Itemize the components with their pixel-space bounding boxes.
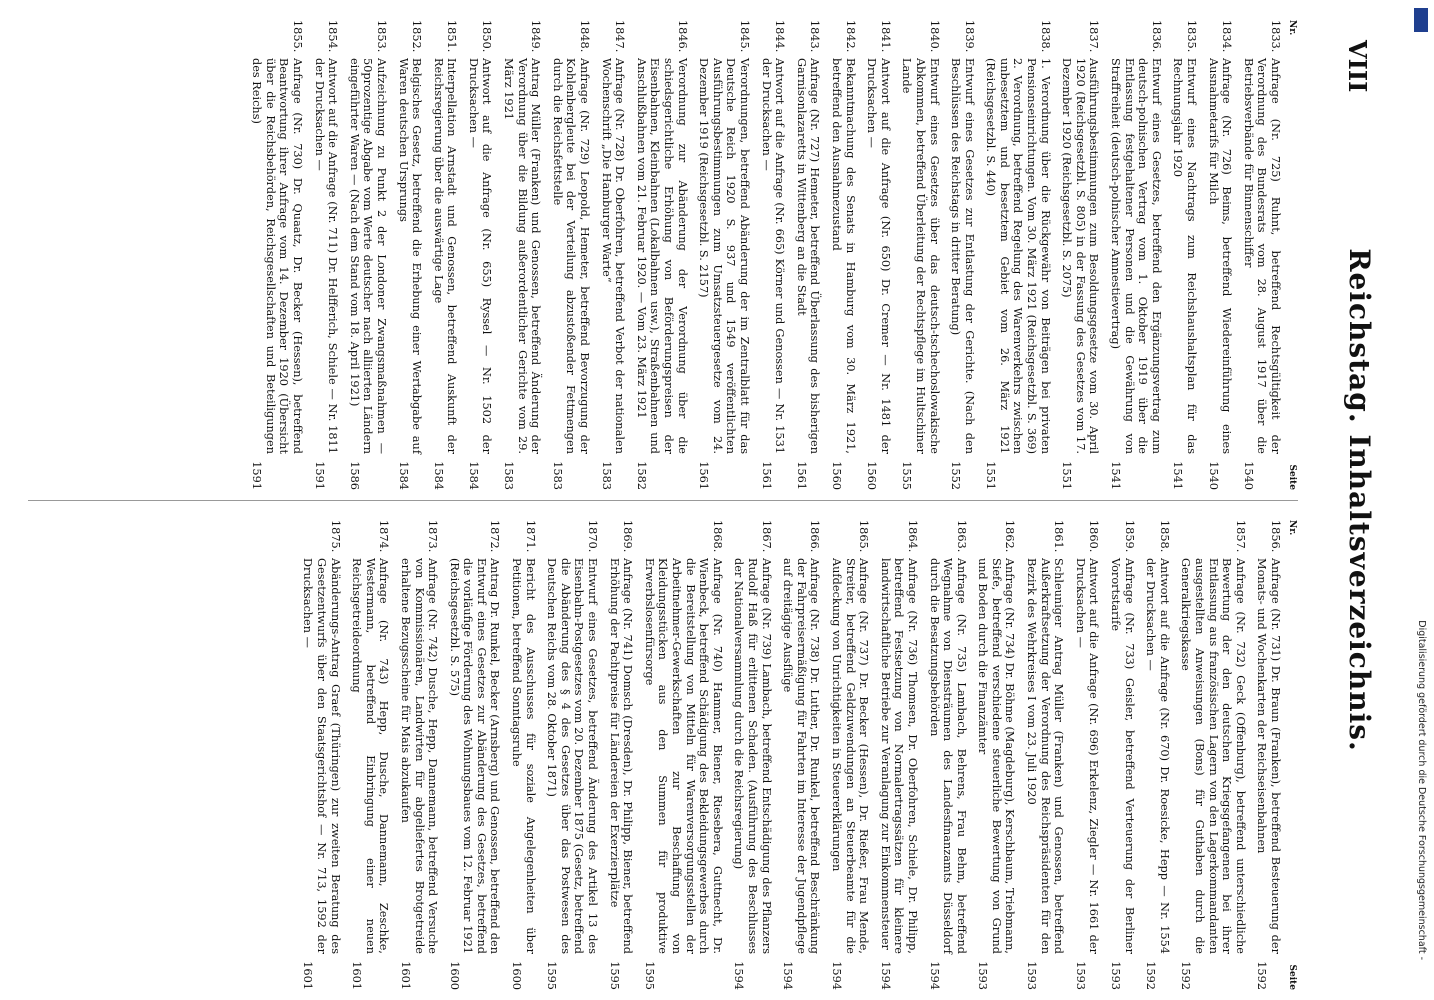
- entry-number: 1867.: [759, 520, 773, 553]
- entry-number: 1874.: [377, 520, 391, 553]
- toc-entry: [1060, 20, 1101, 490]
- toc-entry: [431, 20, 458, 490]
- entry-title: Verordnung zur Abänderung der Verordnung über die schiedsgerichtliche Erhöhung von Beförderungspreisen der Eisenbahnen, Kleinbahnen (Lokalbahnen usw.), Straßenbahnen und Anschlußbahnen vom 21. Februar 1920. — Vom 23. März 1921: [634, 58, 689, 454]
- entry-page: 1592: [1179, 961, 1193, 990]
- entry-page: 1540: [1206, 461, 1220, 490]
- entry-number: 1834.: [1220, 20, 1234, 53]
- credit-text: Digitalisierung gefördert durch die Deutsche Forschungsgemeinschaft -: [1416, 620, 1427, 960]
- entry-number: 1857.: [1233, 520, 1247, 553]
- entry-number: 1864.: [905, 520, 919, 553]
- entry-page: 1560: [829, 461, 843, 490]
- entry-number: 1839.: [962, 20, 976, 53]
- entry-page: 1601: [301, 961, 315, 990]
- entry-title: Anfrage (Nr. 736) Thomsen, Dr. Oberfohren, Schiele, Dr. Philipp, betreffend Festsetzung von Normalertragssätzen für kleinere landwirtschaftliche Betriebe zur Veranlagung zur Einkommensteuer: [878, 558, 919, 954]
- entry-number: 1860.: [1087, 520, 1101, 553]
- toc-entry: [865, 20, 892, 490]
- entry-title: Antrag Müller (Franken) und Genossen, betreffend Änderung der Verordnung über die Bildung außerordentlicher Gerichte vom 29. März 1921: [502, 58, 543, 454]
- entry-page: 1540: [1241, 461, 1255, 490]
- toc-entry: [545, 520, 599, 990]
- entry-title: Anfrage (Nr. 726) Beims, betreffend Wiedereinführung eines Ausnahmetarifs für Milch: [1206, 58, 1234, 454]
- entry-page: 1600: [510, 961, 524, 990]
- toc-entry: [312, 20, 339, 490]
- entry-title: Antrag Dr. Runkel, Becker (Arnsberg) und Genossen, betreffend den Entwurf eines Gesetzes zur Abänderung des Gesetzes, betreffend die vorläufige Förderung des Wohnungsbaues vom 12. Februar 1921 (Reichsgesetzbl. S. 575): [447, 558, 502, 954]
- entry-title: Anfrage (Nr. 728) Dr. Oberfohren, betreffend Verbot der nationalen Wochenschrift „Die Hamburger Warte“: [599, 58, 627, 454]
- entry-title: Bericht des Ausschusses für soziale Angelegenheiten über Petitionen, betreffend Sonntagsruhe: [510, 558, 537, 954]
- entry-title: Anfrage (Nr. 737) Dr. Becker (Hessen), Dr. Rießer, Frau Mende, Streiter, betreffend Geldzuwendungen an Steuerbeamte für die Aufdeckung von Unrichtigkeiten in Steuererklärungen: [829, 558, 871, 954]
- toc-entry: [398, 520, 439, 990]
- entry-title: Entwurf eines Gesetzes, betreffend den Ergänzungsvertrag zum deutsch-polnischen Vertrag vom 1. Oktober 1919 über die Entlassung festgehaltener Personen und die Gewährung von Straffreiheit (deutsch-polnischer Amnestievertrag): [1109, 58, 1163, 454]
- toc-entry: [642, 520, 724, 990]
- toc-entry: [1073, 520, 1100, 990]
- toc-entry: [732, 520, 773, 990]
- entry-page: 1561: [794, 461, 808, 490]
- column-header: [1286, 520, 1298, 990]
- entry-page: 1594: [878, 961, 892, 990]
- entry-page: 1561: [759, 461, 773, 490]
- entry-title: Belgisches Gesetz, betreffend die Erhebung einer Wertabgabe auf Waren deutschen Ursprungs: [396, 58, 424, 454]
- entry-title: Anfrage (Nr. 733) Geisler, betreffend Verteuerung der Berliner Vorortstarife: [1109, 558, 1136, 954]
- entry-page: 1593: [1025, 961, 1039, 990]
- entry-title: Antwort auf die Anfrage (Nr. 650) Dr. Cremer — Nr. 1481 der Drucksachen —: [865, 58, 892, 454]
- entry-page: 1595: [607, 961, 621, 990]
- entry-page: 1582: [634, 461, 648, 490]
- entry-title: Antwort auf die Anfrage (Nr. 711) Dr. Helfferich, Schiele — Nr. 1811 der Drucksachen —: [312, 58, 340, 454]
- entry-title: Schleuniger Antrag Müller (Franken) und Genossen, betreffend Außerkraftsetzung der Verordnung des Reichspräsidenten für den Bezirk des Wehrkreises I vom 23. Juli 1920: [1025, 558, 1066, 954]
- seite-label: Seite: [1287, 964, 1297, 990]
- toc-entry: [607, 520, 634, 990]
- entry-number: 1853.: [374, 20, 388, 53]
- toc-entry: [550, 20, 591, 490]
- entry-title: Entwurf eines Gesetzes, betreffend Änderung des Artikel 13 des Eisenbahn-Postgesetzes vom 20. Dezember 1875 (Gesetz, betreffend die Abänderung des § 4 des Gesetzes über das Postwesen des Deutschen Reichs vom 28. Oktober 1871): [545, 558, 600, 954]
- page-number: VIII: [1343, 40, 1372, 93]
- entry-page: 1600: [447, 961, 461, 990]
- toc-entry: [781, 520, 822, 990]
- entry-page: 1541: [1171, 461, 1185, 490]
- entry-page: 1594: [732, 961, 746, 990]
- entry-title: Antwort auf die Anfrage (Nr. 665) Körner und Genossen — Nr. 1531 der Drucksachen —: [759, 58, 787, 454]
- toc-entry: [510, 520, 537, 990]
- entry-number: 1833.: [1269, 20, 1282, 53]
- entry-page: 1583: [599, 461, 613, 490]
- nr-label: Nr.: [1287, 520, 1297, 536]
- toc-entry: [829, 20, 856, 490]
- toc-entry: [1108, 520, 1135, 990]
- entry-title: Anfrage (Nr. 727) Hemeter, betreffend Überlassung des bisherigen Garnisonlazaretts in Wittenberg an die Stadt: [794, 58, 822, 454]
- toc-entry: [1206, 20, 1233, 490]
- toc-entry: [466, 20, 493, 490]
- entry-number: 1835.: [1185, 20, 1199, 53]
- entry-title: Anfrage (Nr. 740) Hammer, Biener, Riesebera, Guttnecht, Dr. Wienbeck, betreffend Schädigung des Bekleidungsgewerbes durch die Bereitstellung von Mitteln für Warenversorgungsstellen der Arbeitnehmer-Gewerkschaften zur Beschaffung von Kleidungsstücken aus den Summen für produktive Erwerbslosenfürsorge: [642, 558, 724, 954]
- nr-label: Nr.: [1287, 20, 1297, 36]
- toc-entry: [396, 20, 423, 490]
- page-header: [1322, 0, 1394, 1000]
- toc-entry: [250, 20, 304, 490]
- toc-entry: [350, 520, 391, 990]
- entry-title: Anfrage (Nr. 730) Dr. Quaatz, Dr. Becker (Hessen), betreffend Beantwortung ihrer Anfrage vom 14. Dezember 1920 (Übersicht über die Reichsbehörden, Reichsgesellschaften und Beteiligungen des Reichs): [250, 58, 304, 454]
- entry-title: Antwort auf die Anfrage (Nr. 670) Dr. Roesicke, Hepp — Nr. 1554 der Drucksachen —: [1144, 558, 1171, 954]
- entry-page: 1555: [900, 461, 914, 490]
- entry-number: 1851.: [445, 20, 459, 53]
- entry-page: 1595: [545, 961, 559, 990]
- entry-page: 1591: [250, 461, 264, 490]
- entry-title: Anfrage (Nr. 734) Dr. Böhme (Magdeburg), Kerschbaum, Triebmann, Siefe, betreffend verschiedene steuerliche Bewertung von Grund und Boden durch die Finanzämter: [976, 558, 1017, 954]
- toc-entry: [1179, 520, 1247, 990]
- entry-number: 1871.: [523, 520, 537, 553]
- entry-title: Entwurf eines Gesetzes über das deutsch-tschechoslowakische Abkommen, betreffend Überleitung der Rechtspflege im Hultschiner Lande: [900, 58, 941, 454]
- toc-entry: [976, 520, 1017, 990]
- page-title: Reichstag. Inhaltsverzeichnis.: [1343, 248, 1376, 752]
- entry-page: 1560: [865, 461, 879, 490]
- entry-page: 1591: [312, 461, 326, 490]
- right-column: [293, 520, 1298, 990]
- toc-entry: [347, 20, 388, 490]
- entry-number: 1866.: [808, 520, 822, 553]
- entry-number: 1846.: [675, 20, 689, 53]
- entry-number: 1858.: [1157, 520, 1171, 553]
- entry-page: 1601: [398, 961, 412, 990]
- entry-page: 1584: [396, 461, 410, 490]
- entry-page: 1584: [431, 461, 445, 490]
- entry-title: Entwurf eines Gesetzes zur Entlastung der Gerichte. (Nach den Beschlüssen des Reichstags in dritter Beratung): [949, 58, 976, 454]
- entry-number: 1849.: [529, 20, 543, 53]
- entry-page: 1583: [550, 461, 564, 490]
- toc-entry: [829, 520, 870, 990]
- entry-number: 1848.: [578, 20, 592, 53]
- entry-title: Anfrage (Nr. 731) Dr. Braun (Franken), betreffend Besteuerung der Monats- und Wochenkarten der Reichseisenbahnen: [1255, 558, 1282, 954]
- entry-number: 1855.: [290, 20, 304, 53]
- entry-page: 1584: [466, 461, 480, 490]
- entry-number: 1840.: [927, 20, 941, 53]
- entry-page: 1541: [1109, 461, 1123, 490]
- entry-title: Bekanntmachung des Senats in Hamburg vom 30. März 1921, betreffend den Ausnahmezustand: [829, 58, 857, 454]
- entry-page: 1593: [976, 961, 990, 990]
- entry-list-left: [250, 20, 1282, 490]
- toc-entry: [949, 20, 976, 490]
- entry-page: 1594: [781, 961, 795, 990]
- entry-page: 1583: [502, 461, 516, 490]
- entry-number: 1869.: [621, 520, 635, 553]
- entry-title: Verordnungen, betreffend Abänderung der im Zentralblatt für das Deutsche Reich 1920 S. 937 und 1549 veröffentlichten Ausführungsbestimmungen zum Umsatzsteuergesetze vom 24. Dezember 1919 (Reichsgesetzbl. S. 2157): [697, 58, 751, 454]
- entry-page: 1592: [1144, 961, 1158, 990]
- entry-number: 1844.: [773, 20, 787, 53]
- toc-entry: [900, 20, 941, 490]
- entry-page: 1601: [350, 961, 364, 990]
- entry-title: Anfrage (Nr. 741) Domsch (Dresden), Dr. Philipp, Biener, betreffend Erhöhung der Pachtpreise für Ländereien der Exerzierplätze: [607, 558, 635, 954]
- entry-number: 1868.: [710, 520, 724, 553]
- entry-number: 1863.: [954, 520, 968, 553]
- toc-entry: [599, 20, 626, 490]
- entry-title: Anfrage (Nr. 739) Lambach, betreffend Entschädigung des Pflanzers Rudolf Haß für erlittenen Schaden. (Ausführung des Beschlusses der Nationalversammlung durch die Reichsregierung): [732, 558, 773, 954]
- entry-page: 1592: [1255, 961, 1269, 990]
- toc-entry: [1108, 20, 1162, 490]
- entry-title: Anfrage (Nr. 742) Dusche, Hepp, Dannemann, betreffend Versuche von Kommissionären, Landwirten für abgeliefertes Brotgetreide erhaltene Bezugsscheine für Mais abzukaufen: [398, 558, 440, 954]
- entry-page: 1552: [949, 461, 963, 490]
- entry-number: 1856.: [1269, 520, 1282, 553]
- entry-number: 1865.: [857, 520, 871, 553]
- entry-title: Anfrage (Nr. 735) Lambach, Behrens, Frau Behm, betreffend Wegnahme von Diensträumen des Landesfinanzamts Düsseldorf durch die Besatzungsbehörden: [927, 558, 968, 954]
- seite-label: Seite: [1287, 464, 1297, 490]
- toc-entry: [447, 520, 501, 990]
- entry-page: 1594: [927, 961, 941, 990]
- toc-entry: [1255, 520, 1282, 990]
- entry-number: 1862.: [1003, 520, 1017, 553]
- entry-title: Anfrage (Nr. 732) Geck (Offenburg), betreffend unterschiedliche Bewertung der den deutschen Kriegsgefangenen bei ihrer Entlassung aus französischen Lagern von den Lagerkommandanten ausgestellten Anweisungen (Bons) für Guthaben durch die Generalkriegskasse: [1179, 558, 1247, 954]
- entry-number: 1842.: [843, 20, 857, 53]
- entry-page: 1595: [642, 961, 656, 990]
- toc-entry: [634, 20, 688, 490]
- toc-entry: [984, 20, 1052, 490]
- entry-title: Interpellation Arnstadt und Genossen, betreffend Auskunft der Reichsregierung über die auswärtige Lage: [431, 58, 459, 454]
- entry-title: 1. Verordnung über die Rückgewähr von Beiträgen bei privaten Pensionseinrichtungen. Vom 30. März 1921 (Reichsgesetzbl. S. 369) 2. Verordnung, betreffend Regelung des Warenverkehrs zwischen unbesetztem und besetztem Gebiet vom 26. März 1921 (Reichsgesetzbl. S. 440): [984, 58, 1052, 454]
- entry-title: Anfrage (Nr. 729) Leopold, Hemeter, betreffend Bevorzugung der Kohlenbergleute bei der Verteilung abzustoßender Fettmengen durch die Reichsfettstelle: [550, 58, 592, 454]
- toc-entry: [794, 20, 821, 490]
- entry-number: 1836.: [1149, 20, 1163, 53]
- entry-number: 1838.: [1038, 20, 1052, 53]
- entry-number: 1847.: [613, 20, 627, 53]
- entry-page: 1593: [1109, 961, 1123, 990]
- toc-entry: [1171, 20, 1198, 490]
- entry-number: 1861.: [1052, 520, 1066, 553]
- entry-title: Antwort auf die Anfrage (Nr. 696) Erkelenz, Ziegler — Nr. 1661 der Drucksachen —: [1073, 558, 1101, 954]
- entry-page: 1561: [697, 461, 711, 490]
- entry-number: 1837.: [1087, 20, 1101, 53]
- entry-list-right: [301, 520, 1282, 990]
- entry-title: Anfrage (Nr. 743) Hepp, Dusche, Dannemann, Zeschke, Westermann, betreffend Einbringung einer neuen Reichsgetreideordnung: [350, 558, 391, 954]
- entry-number: 1854.: [326, 20, 340, 53]
- toc-entry: [1025, 520, 1066, 990]
- toc-entry: [1144, 520, 1171, 990]
- entry-number: 1875.: [328, 520, 342, 553]
- document-page: [14, 0, 1394, 1000]
- entry-title: Entwurf eines Nachtrags zum Reichshaushaltsplan für das Rechnungsjahr 1920: [1171, 58, 1199, 454]
- entry-title: Aufzeichnung zu Punkt 2 der Londoner Zwangsmaßnahmen — 50prozentige Abgabe vom Werte deutscher nach alliierten Ländern eingeführter Waren — (Nach dem Stand vom 18. April 1921): [347, 58, 388, 454]
- entry-title: Anfrage (Nr. 725) Ruhnt, betreffend Rechtsgültigkeit der Verordnung des Bundesrats vom 28. August 1917 über die Betriebsverbände für Binnenschiffer: [1241, 58, 1282, 454]
- entry-number: 1852.: [410, 20, 424, 53]
- entry-page: 1586: [347, 461, 361, 490]
- entry-number: 1841.: [878, 20, 892, 53]
- entry-title: Abänderungs-Antrag Graef (Thüringen) zur zweiten Beratung des Gesetzentwurfs über den Staatsgerichtshof — Nr. 713, 1592 der Drucksachen —: [301, 558, 342, 954]
- entry-number: 1859.: [1122, 520, 1136, 553]
- entry-page: 1593: [1073, 961, 1087, 990]
- column-header: [1286, 20, 1298, 490]
- entry-page: 1594: [829, 961, 843, 990]
- toc-entry: [697, 20, 751, 490]
- digitization-credit-strip: [1409, 0, 1434, 1000]
- entry-page: 1551: [984, 461, 998, 490]
- column-divider: [28, 500, 1298, 501]
- toc-entry: [301, 520, 342, 990]
- toc-entry: [878, 520, 919, 990]
- entry-number: 1870.: [586, 520, 600, 553]
- entry-title: Ausführungsbestimmungen zum Besoldungsgesetze vom 30. April 1920 (Reichsgesetzbl. S. 805) in der Fassung des Gesetzes vom 17. Dezember 1920 (Reichsgesetzbl. S. 2075): [1060, 58, 1101, 454]
- entry-number: 1845.: [738, 20, 751, 53]
- entry-number: 1873.: [426, 520, 440, 553]
- toc-entry: [1241, 20, 1282, 490]
- entry-title: Anfrage (Nr. 738) Dr. Luther, Dr. Runkel, betreffend Beschränkung der Fahrpreisermäßigung für Fahrten im Interesse der Jugendpflege auf dreitägige Ausflüge: [781, 558, 822, 954]
- toc-entry: [502, 20, 543, 490]
- entry-number: 1850.: [480, 20, 494, 53]
- toc-entry: [927, 520, 968, 990]
- left-column: [242, 20, 1298, 490]
- dfg-logo: [1414, 8, 1428, 32]
- entry-page: 1551: [1060, 461, 1074, 490]
- toc-entry: [759, 20, 786, 490]
- entry-number: 1872.: [488, 520, 502, 553]
- entry-number: 1843.: [808, 20, 822, 53]
- entry-title: Antwort auf die Anfrage (Nr. 655) Ryssel — Nr. 1502 der Drucksachen —: [466, 58, 494, 454]
